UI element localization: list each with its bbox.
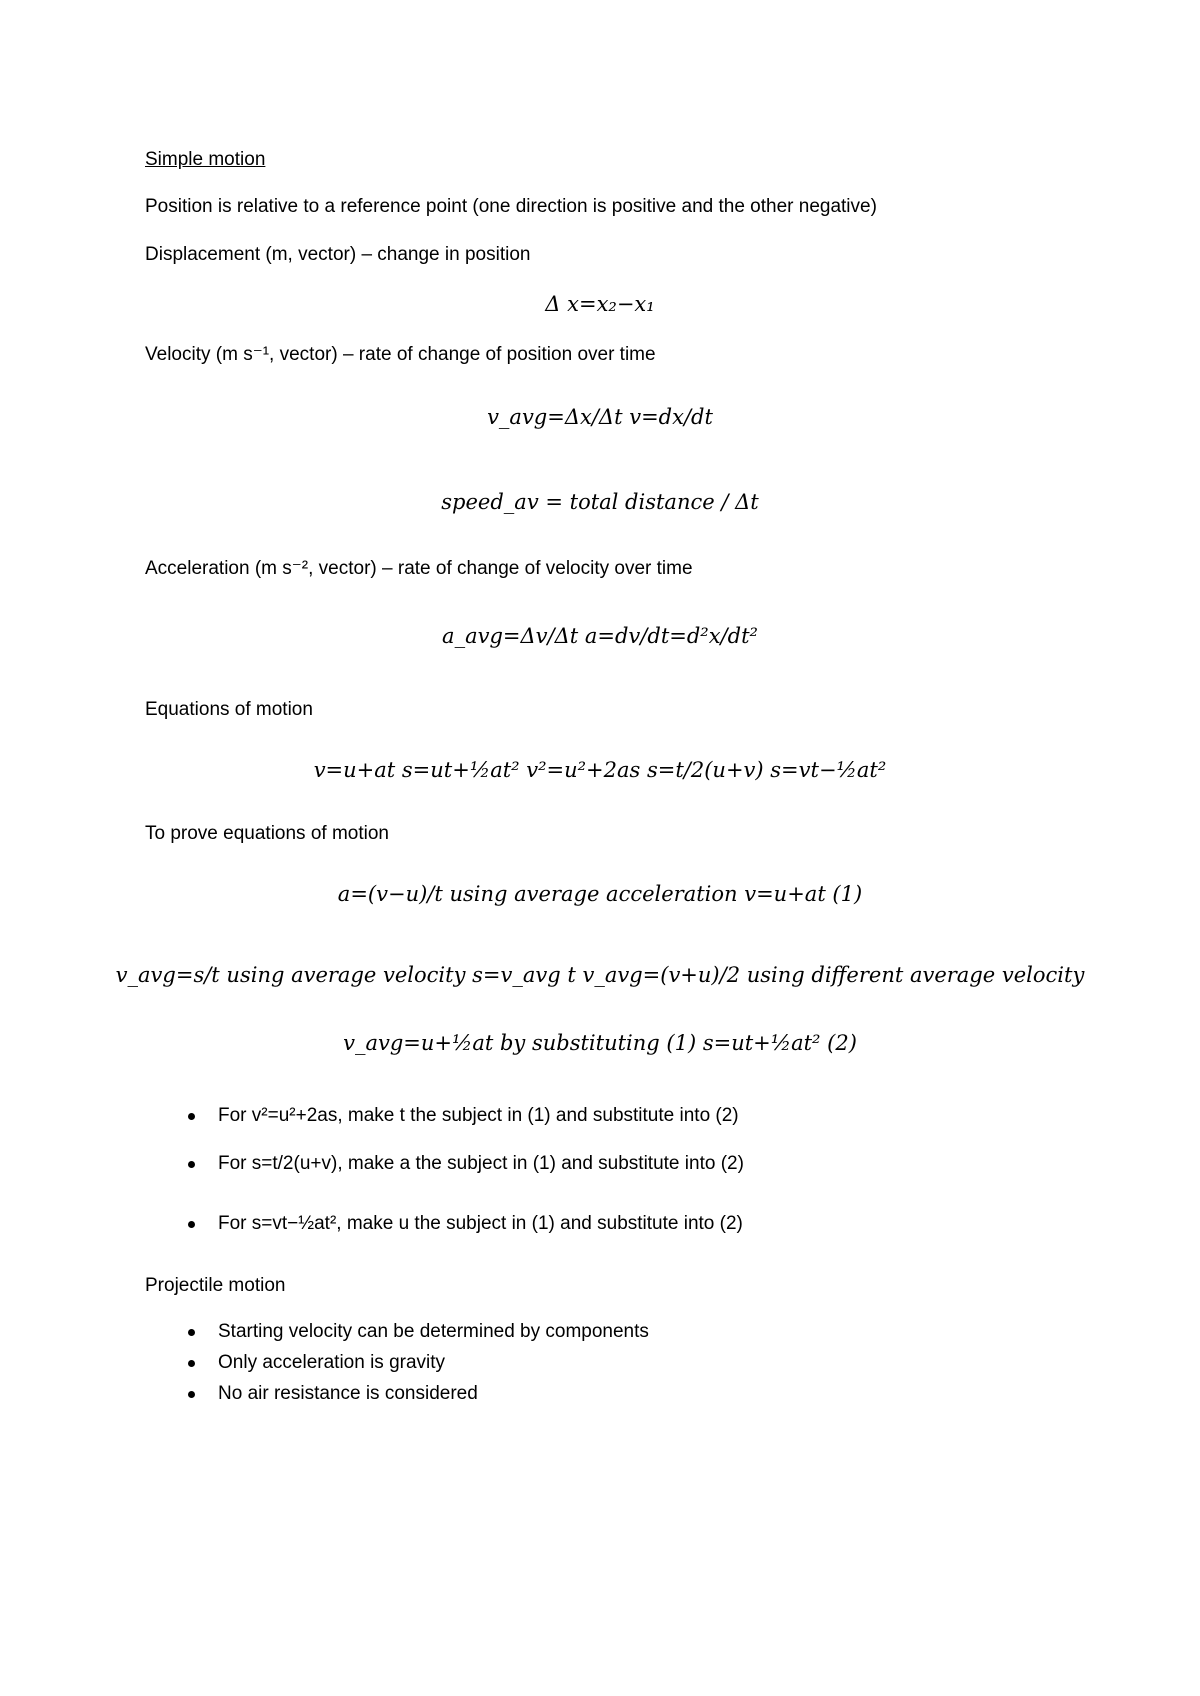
heading-equations-of-motion: Equations of motion [145, 699, 313, 720]
projectile-bullet: Starting velocity can be determined by components [145, 1320, 649, 1344]
proof-bullet: For v²=u²+2as, make t the subject in (1) and substitute into (2) [145, 1104, 744, 1128]
heading-simple-motion: Simple motion [145, 149, 266, 170]
proof-bullet: For s=t/2(u+v), make a the subject in (1) and substitute into (2) [145, 1152, 744, 1176]
position-text: Position is relative to a reference point (one direction is positive and the other negative) [145, 196, 877, 217]
proof-bullet-list [145, 1104, 744, 1236]
acceleration-text: Acceleration (m s⁻², vector) – rate of change of velocity over time [145, 558, 693, 579]
velocity-equation: v_avg=Δx/Δt v=dx/dt [487, 405, 713, 429]
speed-equation: speed_av = total distance / Δt [441, 490, 759, 514]
proof-bullet: For s=vt−½at², make u the subject in (1) and substitute into (2) [145, 1212, 744, 1236]
heading-prove-equations: To prove equations of motion [145, 823, 389, 844]
heading-projectile-motion: Projectile motion [145, 1275, 286, 1296]
velocity-text: Velocity (m s⁻¹, vector) – rate of change of position over time [145, 344, 656, 365]
acceleration-equation: a_avg=Δv/Δt a=dv/dt=d²x/dt² [442, 624, 758, 648]
proof-line-3: v_avg=u+½at by substituting (1) s=ut+½at² (2) [343, 1031, 857, 1055]
displacement-equation: Δ x=x₂−x₁ [545, 292, 655, 316]
projectile-bullet: Only acceleration is gravity [145, 1351, 649, 1375]
equations-of-motion: v=u+at s=ut+½at² v²=u²+2as s=t/2(u+v) s=vt−½at² [313, 758, 887, 782]
displacement-text: Displacement (m, vector) – change in position [145, 244, 531, 265]
proof-line-2: v_avg=s/t using average velocity s=v_avg t v_avg=(v+u)/2 using different average velocity [115, 963, 1085, 987]
projectile-bullet: No air resistance is considered [145, 1382, 649, 1406]
proof-line-1: a=(v−u)/t using average acceleration v=u+at (1) [337, 882, 863, 906]
projectile-bullet-list [145, 1320, 649, 1406]
